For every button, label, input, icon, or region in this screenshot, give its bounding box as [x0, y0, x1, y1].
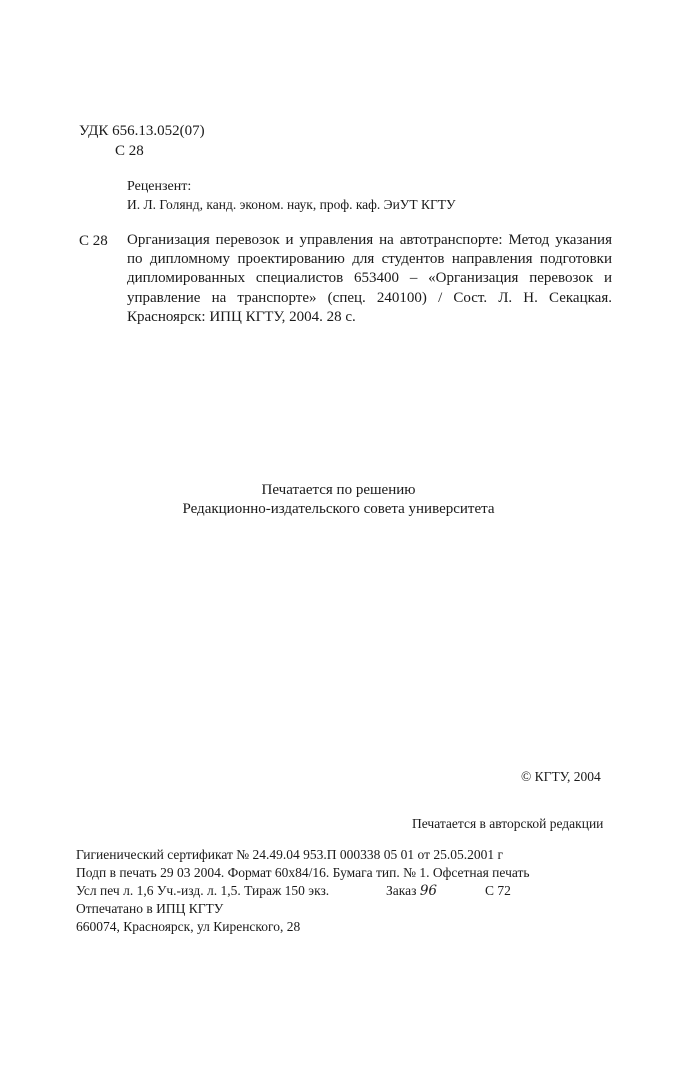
reviewer-label: Рецензент: [127, 179, 192, 194]
colophon-volume: Усл печ л. 1,6 Уч.-изд. л. 1,5. Тираж 150 экз. [76, 883, 330, 898]
colophon-print-details: Подп в печать 29 03 2004. Формат 60x84/16. Бумага тип. № 1. Офсетная печать [76, 865, 530, 880]
author-edition-note: Печатается в авторской редакции [412, 816, 604, 831]
print-decision-line1: Печатается по решению [261, 482, 416, 498]
copyright: © КГТУ, 2004 [521, 769, 601, 784]
bibliography-text: Организация перевозок и управления на автотранспорте: Метод указания по дипломному проектированию для студентов направления подготовки дипломированных специалистов 653400 – «Организация перевозок и управление на транспорте» (спец. 240100) / Сост. Л. Н. Секацкая. Красноярск: ИПЦ КГТУ, 2004. 28 с. [127, 232, 612, 325]
colophon-printed-at: Отпечатано в ИПЦ КГТУ [76, 901, 224, 916]
colophon-order-label: Заказ [386, 883, 417, 898]
colophon-certificate: Гигиенический сертификат № 24.49.04 953.П 000338 05 01 от 25.05.2001 г [76, 847, 504, 862]
colophon-volume-line [76, 882, 511, 900]
colophon-code: С 72 [485, 883, 511, 898]
colophon-order [386, 882, 437, 900]
author-mark: С 28 [115, 143, 144, 159]
udk-index: УДК 656.13.052(07) [79, 123, 205, 139]
reviewer-text: И. Л. Голянд, канд. эконом. наук, проф. каф. ЭиУТ КГТУ [127, 197, 456, 212]
colophon-address: 660074, Красноярск, ул Киренского, 28 [76, 919, 301, 934]
print-decision [0, 481, 677, 519]
print-decision-line2: Редакционно-издательского совета университета [182, 501, 495, 517]
colophon-order-number: 96 [419, 883, 437, 899]
bibliography-code: С 28 [79, 233, 108, 249]
